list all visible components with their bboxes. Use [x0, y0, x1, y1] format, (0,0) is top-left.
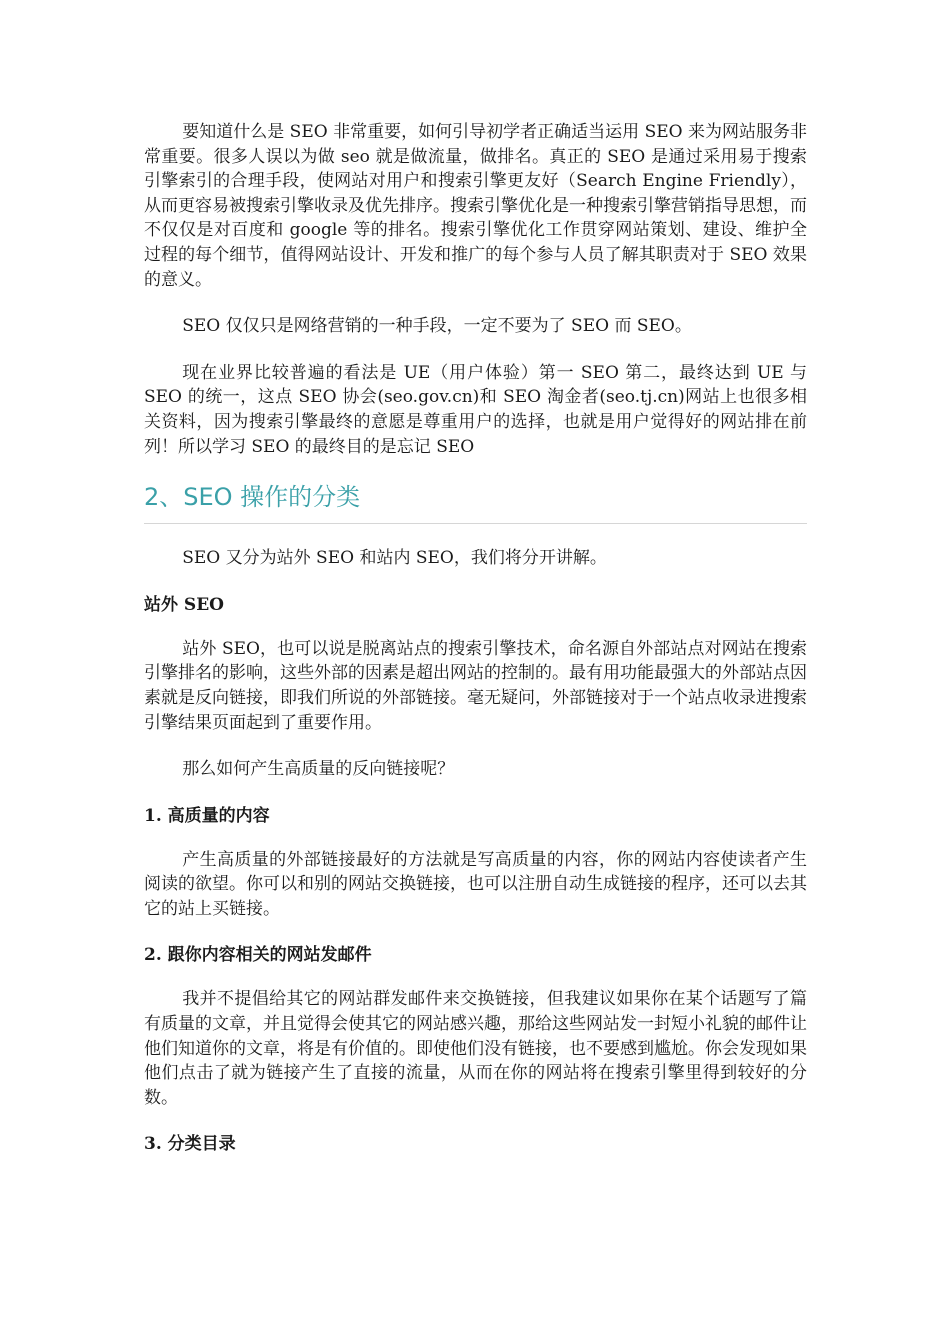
item-title: 高质量的内容 [167, 805, 270, 826]
paragraph-item-1: 产生高质量的外部链接最好的方法就是写高质量的内容，你的网站内容使读者产生阅读的欲望。你可以和别的网站交换链接，也可以注册自动生成链接的程序，还可以去其它的站上买链接。 [144, 849, 807, 919]
item-number: 1. [144, 805, 162, 826]
paragraph-seo-definition: 要知道什么是 SEO 非常重要，如何引导初学者正确适当运用 SEO 来为网站服务非常重要。很多人误以为做 seo 就是做流量，做排名。真正的 SEO 是通过采用易于搜索引擎索引的合理手段，使网站对用户和搜索引擎更友好（Search Engine Friendly），从而更容易被搜索引擎收录及优先排序。搜索引擎优化是一种搜索引擎营销指导思想，而不仅仅是对百度和 google 等的排名。搜索引擎优化工作贯穿网站策划、建设、维护全过程的每个细节，值得网站设计、开发和推广的每个参与人员了解其职责对于 SEO 效果的意义。 [144, 122, 807, 290]
paragraph-item-2: 我并不提倡给其它的网站群发邮件来交换链接，但我建议如果你在某个话题写了篇有质量的文章，并且觉得会使其它的网站感兴趣，那给这些网站发一封短小礼貌的邮件让他们知道你的文章，将是有价值的。即使他们没有链接，也不要感到尴尬。你会发现如果他们点击了就为链接产生了直接的流量，从而在你的网站将在搜索引擎里得到较好的分数。 [144, 989, 807, 1108]
item-title: 分类目录 [167, 1134, 236, 1155]
item-number: 3. [144, 1134, 162, 1155]
section-heading-seo-classification: 2、SEO 操作的分类 [144, 481, 807, 524]
item-title: 跟你内容相关的网站发邮件 [167, 945, 372, 966]
item-number: 2. [144, 945, 162, 966]
subheading-item-3 [144, 1132, 807, 1156]
document-page [144, 120, 807, 1176]
paragraph-offsite-description: 站外 SEO，也可以说是脱离站点的搜索引擎技术，命名源自外部站点对网站在搜索引擎排名的影响，这些外部的因素是超出网站的控制的。最有用功能最强大的外部站点因素就是反向链接，即我们所说的外部链接。毫无疑问，外部链接对于一个站点收录进搜索引擎结果页面起到了重要作用。 [144, 638, 807, 733]
paragraph-seo-intro: SEO 又分为站外 SEO 和站内 SEO，我们将分开讲解。 [182, 548, 607, 569]
paragraph-backlink-question: 那么如何产生高质量的反向链接呢？ [182, 759, 455, 780]
subheading-item-2 [144, 943, 807, 967]
paragraph-ue-first: 现在业界比较普遍的看法是 UE（用户体验）第一 SEO 第二，最终达到 UE 与 SEO 的统一，这点 SEO 协会(seo.gov.cn)和 SEO 淘金者(seo.tj.cn)网站上也很多相关资料，因为搜索引擎最终的意愿是尊重用户的选择，也就是用户觉得好的网站排在前列！所以学习 SEO 的最终目的是忘记 SEO [144, 362, 807, 457]
subheading-item-1 [144, 804, 807, 828]
section-divider-spacer [144, 524, 807, 546]
paragraph-seo-means: SEO 仅仅只是网络营销的一种手段，一定不要为了 SEO 而 SEO。 [182, 316, 692, 337]
subheading-offsite-seo: 站外 SEO [144, 594, 224, 615]
